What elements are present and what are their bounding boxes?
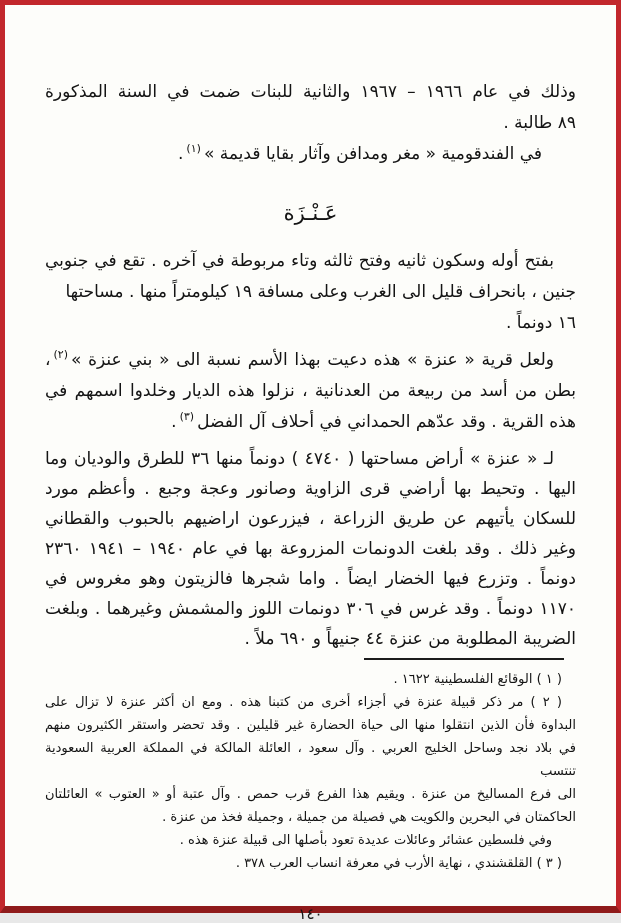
etymology-line-1: بفتح أوله وسكون ثانيه وفتح ثالثه وتاء مربوطة في آخره . تقع في جنوبي: [45, 251, 554, 271]
entry-title: عَـنْـزَة: [283, 201, 338, 225]
tribe-line-1: [45, 345, 576, 376]
footnote-2-line-3: في بلاد نجد وساحل الخليج العربي . وآل سعود ، العائلة المالكة في المملكة العربية السعودية تنتسب: [45, 741, 576, 779]
page-content: [5, 5, 616, 923]
footnotes-section: [45, 668, 576, 875]
footnote-ref-3: (٣): [179, 410, 195, 424]
gazetteer-text: في الفندقومية « مغر ومدافن وآثار بقايا قديمة »: [203, 144, 542, 164]
tribe-line-1-text: ولعل قرية « عنزة » هذه دعيت بهذا الأسم نسبة الى « بني عنزة »: [71, 350, 554, 370]
tribe-line-3: [45, 407, 576, 438]
tribe-line-3-tail: .: [171, 412, 177, 432]
tribe-line-3-text: هذه القرية . وقد عدّهم الحمداني في أحلاف آل الفضل: [197, 412, 576, 432]
paragraph-tribe: [45, 345, 576, 438]
intro-line-1: وذلك في عام ١٩٦٦ – ١٩٦٧ والثانية للبنات ضمت في السنة المذكورة: [45, 82, 576, 102]
intro-line-2: ٨٩ طالبة .: [503, 113, 576, 133]
paragraph-etymology: [45, 246, 576, 339]
footnote-3: ( ٣ ) القلقشندي ، نهاية الأرب في معرفة انساب العرب ٣٧٨ .: [235, 856, 562, 871]
page-number: ١٤٠: [298, 905, 323, 923]
lands-line-6: ١١٧٠ دونماً . وقد غرس في ٣٠٦ دونمات اللوز والمشمش وغيرهما . وبلغت: [45, 599, 576, 619]
gazetteer-tail: .: [178, 144, 184, 164]
lands-line-2: اليها . وتحيط بها أراضي قرى الزاوية وصانور وعجة وجبع . وأعظم مورد: [45, 479, 576, 499]
tribe-line-2: بطن من أسد من ربيعة من العدنانية ، نزلوا هذه الديار وخلدوا اسمهم في: [45, 381, 576, 401]
lands-line-5: دونماً . وتزرع فيها الخضار ايضاً . واما شجرها فالزيتون وهو مغروس في: [45, 569, 576, 589]
footnote-ref-1: (١): [186, 142, 201, 156]
etymology-line-2: جنين ، بانحراف قليل الى الغرب وعلى مسافة ١٩ كيلومتراً منها . مساحتها ١٦ دونماً .: [65, 282, 576, 333]
lands-line-1: لـ « عنزة » أراض مساحتها ( ٤٧٤٠ ) دونماً منها ٣٦ للطرق والوديان وما: [45, 449, 555, 469]
footnote-2-line-2: البداوة فأن الذين انتقلوا منها الى حياة الحضارة غير قليلين . وقد تحضر واستقر الكثيرون منهم: [45, 718, 576, 733]
footnote-2-line-5: الحاكمتان في البحرين والكويت هي فصيلة من جميلة ، وجميلة فخذ من عنزة .: [162, 810, 576, 825]
lands-line-7: الضريبة المطلوبة من عنزة ٤٤ جنيهاً و ٦٩٠ ملاً .: [244, 629, 576, 649]
footnote-separator: [364, 658, 564, 660]
footnote-2-line-1: ( ٢ ) مر ذكر قبيلة عنزة في أجزاء أخرى من كتبنا هذه . ومع ان أكثر عنزة لا تزال على: [45, 695, 562, 710]
footnote-1: ( ١ ) الوقائع الفلسطينية ١٦٢٢ .: [393, 672, 562, 687]
gazetteer-line: [45, 139, 576, 170]
footnote-2-line-4: الى فرع المساليخ من عنزة . ويقيم هذا الفرع قرب حمص . وآل عتبة أو « العتوب » العائلتان: [45, 787, 576, 802]
lands-line-4: وغير ذلك . وقد بلغت الدونمات المزروعة بها في عام ١٩٤٠ – ١٩٤١ ٢٣٦٠: [45, 539, 576, 559]
intro-paragraph: [45, 77, 576, 139]
lands-line-3: للسكان يأتيهم عن طريق الزراعة ، فيزرعون اراضيهم بالحبوب والقطاني: [45, 509, 576, 529]
tribe-line-1-tail: ،: [45, 350, 51, 370]
paragraph-lands: [45, 444, 576, 654]
footnote-2-line-6: وفي فلسطين عشائر وعائلات عديدة تعود بأصلها الى قبيلة عنزة هذه .: [179, 833, 552, 848]
footnote-ref-2: (٢): [53, 348, 69, 362]
